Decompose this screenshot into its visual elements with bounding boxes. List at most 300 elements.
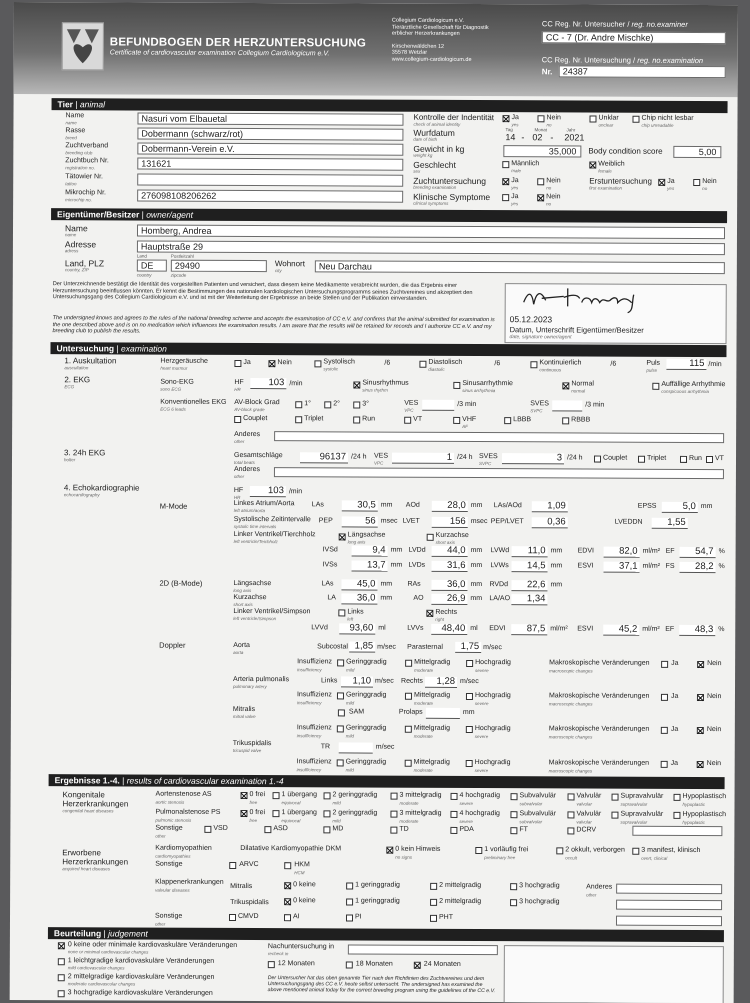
owner-signature xyxy=(506,284,726,315)
couplet-checkbox[interactable] xyxy=(234,416,241,423)
female-checkbox[interactable] xyxy=(589,162,596,169)
acq-no_hint-sub: no signs xyxy=(395,854,413,860)
res-as-supravalv-sub: supravalvular xyxy=(620,801,648,807)
murmur-yes-checkbox[interactable] xyxy=(234,360,241,367)
pulm-macro-yes-checkbox[interactable] xyxy=(661,694,668,701)
acq-hkm-checkbox[interactable] xyxy=(284,862,291,869)
breeding-yes-label: Ja yes xyxy=(511,177,519,191)
pulse-value[interactable]: 115 xyxy=(666,359,706,370)
b-edvi-value[interactable]: 87,5 xyxy=(511,624,547,635)
res-as-ueb-checkbox[interactable] xyxy=(273,792,280,799)
tricus-macro-yes-checkbox[interactable] xyxy=(661,761,668,768)
res-vsd-checkbox[interactable] xyxy=(204,826,211,833)
mitral-macro-no-label: Nein xyxy=(706,726,722,734)
signature-box[interactable] xyxy=(505,283,727,344)
acq-cardiomyo-sub: cardiomyopathies xyxy=(155,853,191,859)
club-field[interactable]: Dobermann-Verein e.V. xyxy=(137,143,403,156)
arrhythmia-checkbox[interactable] xyxy=(652,383,659,390)
first-no-label: Nein no xyxy=(702,178,717,192)
registration-field[interactable]: 131621 xyxy=(137,158,403,171)
res-ps-mg-sub: moderate xyxy=(399,818,419,824)
b-ao-value[interactable]: 26,9 xyxy=(431,594,467,605)
av2-checkbox[interactable] xyxy=(324,401,331,408)
vt-label: VT xyxy=(413,415,423,423)
simpson-label: Linker Ventrikel/Simpson left ventricle/Simpson xyxy=(233,607,311,622)
aorta-macro-no-checkbox[interactable] xyxy=(697,661,704,668)
res-ps-gg-checkbox[interactable] xyxy=(323,810,330,817)
reg-examiner-field[interactable]: CC - 7 (Dr. Andre Mischke) xyxy=(542,31,726,44)
acq-anderes-field-3[interactable] xyxy=(616,916,722,926)
pulm-insuff-sub: insufficiency xyxy=(296,700,322,706)
acq-mitralis-r_gg-checkbox[interactable] xyxy=(346,882,353,889)
tattoo-field[interactable] xyxy=(137,174,403,187)
m-edvi-value[interactable]: 82,0 xyxy=(604,547,640,558)
nr-label: Nr. xyxy=(541,67,553,77)
pulm-mild-checkbox[interactable] xyxy=(337,692,344,699)
acq-prelim-checkbox[interactable] xyxy=(475,847,482,854)
acq-tricus-r_hg-checkbox[interactable] xyxy=(510,899,517,906)
org-address: Collegium Cardiologicum e.V. Tierärztliche Gesellschaft für Diagnostik erblicher Herzerkrankungen Kirschenwäldchen 12 35578 Wetzlar www.collegium-cardiologicum.de xyxy=(391,17,489,63)
m-lvet-unit: msec xyxy=(470,517,488,526)
m-pep-value[interactable]: 56 xyxy=(342,516,378,527)
acq-tricus-r_mg-checkbox[interactable] xyxy=(430,899,437,906)
mitral-moderate-checkbox[interactable] xyxy=(405,726,412,733)
tricus-mild-checkbox[interactable] xyxy=(337,759,344,766)
m-ivsd-value[interactable]: 9,4 xyxy=(352,545,388,556)
res-ps-supravalv-label: Supravalvulär xyxy=(620,810,664,818)
b-laao-value[interactable]: 1,34 xyxy=(511,594,547,605)
murmur-no-checkbox[interactable] xyxy=(268,360,275,367)
acq-prelim-label: 1 vorläufig frei xyxy=(484,846,529,854)
acq-tricus-r_gg-label: 1 geringgradig xyxy=(355,897,400,905)
judgement-3-label: 3 hochgradige kardiovaskuläre Veränderungen xyxy=(67,989,213,997)
res-as-supravalv-label: Supravalvulär xyxy=(620,792,664,800)
vhf-checkbox[interactable] xyxy=(453,417,460,424)
judgement-3-checkbox[interactable] xyxy=(58,990,65,997)
m-epss-value[interactable]: 5,0 xyxy=(662,502,698,513)
identity-yes-checkbox[interactable] xyxy=(502,115,509,122)
simpson-left-checkbox[interactable] xyxy=(338,609,345,616)
res-ps-subvalv-checkbox[interactable] xyxy=(510,811,517,818)
unclear-checkbox[interactable] xyxy=(589,116,596,123)
ekg-other-label: Anderes other xyxy=(234,430,261,445)
form-title: BEFUNDBOGEN DER HERZUNTERSUCHUNG xyxy=(109,36,367,50)
followup-18-label: 18 Monaten xyxy=(355,960,393,968)
b-lvvd-value[interactable]: 93,60 xyxy=(339,623,375,634)
res-td-checkbox[interactable] xyxy=(390,827,397,834)
acq-tricus-keine-checkbox[interactable] xyxy=(284,898,291,905)
followup-18-checkbox[interactable] xyxy=(346,961,353,968)
breeding-no-checkbox[interactable] xyxy=(537,178,544,185)
m-lvwd-unit: mm xyxy=(550,547,563,555)
rbbb-checkbox[interactable] xyxy=(562,417,569,424)
followup-field[interactable] xyxy=(348,944,498,955)
parasternal-unit: m/sec xyxy=(483,644,502,652)
holter-other-field[interactable] xyxy=(274,467,724,479)
run-checkbox[interactable] xyxy=(353,416,360,423)
symptoms-no-label: Nein no xyxy=(546,193,561,207)
dob-day-caption: Tag xyxy=(505,127,513,133)
acq-arvc-label: ARVC xyxy=(239,860,259,869)
judgement-2-checkbox[interactable] xyxy=(58,974,65,981)
aorta-moderate-label: Mittelgradig xyxy=(414,658,451,666)
holter-ves-value[interactable]: 1 xyxy=(392,453,454,464)
res-md-checkbox[interactable] xyxy=(323,826,330,833)
followup-label: Nachuntersuchung in recheck in xyxy=(267,943,335,957)
m-lvds-label: LVDs xyxy=(408,561,426,569)
acq-anderes-label: Anderes xyxy=(586,883,613,891)
chip-unreadable-checkbox[interactable] xyxy=(632,116,639,123)
ves-unit: /3 min xyxy=(457,400,477,409)
pulm-macro-no-checkbox[interactable] xyxy=(697,694,704,701)
acq-ai-checkbox[interactable] xyxy=(284,914,291,921)
microchip-field[interactable]: 276098108206262 xyxy=(137,190,403,203)
acq-mitralis-keine-checkbox[interactable] xyxy=(284,882,291,889)
identity-no-checkbox[interactable] xyxy=(537,115,544,122)
b-laao-label: LA/AO xyxy=(489,595,511,603)
prolaps-label: Prolaps xyxy=(398,708,423,716)
simpson-left-label: Links left xyxy=(347,608,364,622)
acq-manifest-label: 3 manifest, klinisch xyxy=(641,846,701,855)
sinusarr-checkbox[interactable] xyxy=(453,382,460,389)
m-ivsd-label: IVSd xyxy=(322,546,338,554)
holter-title: 3. 24h EKG holter xyxy=(63,448,106,463)
total-beats-label: Gesamtschläge total beats xyxy=(233,451,283,466)
m-pep-label: PEP xyxy=(318,517,333,525)
acq-cmvd-checkbox[interactable] xyxy=(229,914,236,921)
judgement-2-label: 2 mittelgradige kardiovaskuläre Veränderungen moderate cardiovascular changes xyxy=(67,973,215,987)
holter-ves-label: VES VPC xyxy=(373,452,389,466)
m-lvet-value[interactable]: 156 xyxy=(432,517,468,528)
tricus-macro-no-label: Nein xyxy=(706,760,722,768)
weight-field[interactable]: 35,000 xyxy=(503,145,581,157)
acq-ai-label: AI xyxy=(292,913,300,921)
m-lvedn-value[interactable]: 1,55 xyxy=(652,518,688,529)
acq-mitralis-r_hg-checkbox[interactable] xyxy=(510,883,517,890)
m-lvws-value[interactable]: 14,5 xyxy=(512,561,548,572)
res-pda-checkbox[interactable] xyxy=(450,827,457,834)
m-fs-value[interactable]: 28,2 xyxy=(680,562,716,573)
acq-pht-checkbox[interactable] xyxy=(430,915,437,922)
res-other-field[interactable] xyxy=(632,826,722,836)
aorta-severe-checkbox[interactable] xyxy=(466,660,473,667)
holter-couplet-checkbox[interactable] xyxy=(594,456,601,463)
m-lvds-value[interactable]: 31,6 xyxy=(432,561,468,572)
res-ps-gg-sub: mild xyxy=(332,818,341,824)
pulm-right-value[interactable]: 1,28 xyxy=(425,677,457,688)
holter-vt-checkbox[interactable] xyxy=(706,456,713,463)
dob-year[interactable]: 2021 xyxy=(564,132,585,143)
res-ps-valv-sub: valvular xyxy=(576,819,592,825)
m-esvi-value[interactable]: 37,1 xyxy=(604,562,640,573)
res-ps-ueb-checkbox[interactable] xyxy=(272,810,279,817)
res-as-mg-checkbox[interactable] xyxy=(391,793,398,800)
followup-12-checkbox[interactable] xyxy=(268,961,275,968)
mitral-mild-sub: mild xyxy=(345,733,355,739)
acq-manifest-checkbox[interactable] xyxy=(632,848,639,855)
mitral-macro-yes-checkbox[interactable] xyxy=(661,727,668,734)
zip-field[interactable]: 29490 xyxy=(171,260,267,272)
res-dcrv-checkbox[interactable] xyxy=(567,827,574,834)
acq-anderes-field-1[interactable] xyxy=(616,884,722,894)
congenital-label: Kongenitale Herzerkrankungen congenital heart diseases xyxy=(62,790,129,814)
dob-year-caption: Jahr xyxy=(566,127,576,133)
m-aod-value[interactable]: 28,0 xyxy=(432,501,468,512)
shortaxis-checkbox[interactable] xyxy=(427,534,434,541)
b-ef-value[interactable]: 48,3 xyxy=(679,625,715,636)
prolaps-unit: mm xyxy=(462,708,475,717)
lbbb-label: LBBB xyxy=(513,416,532,424)
res-ps-hg-checkbox[interactable] xyxy=(450,811,457,818)
holter-other-label: Anderes other xyxy=(233,465,261,480)
res-ps-supravalv-checkbox[interactable] xyxy=(611,812,618,819)
m-peplvet-value[interactable]: 0,36 xyxy=(532,517,568,528)
echo-hf-value[interactable]: 103 xyxy=(250,486,286,497)
res-ps-subvalv-sub: subvalvular xyxy=(519,819,543,825)
m-ivss-unit: mm xyxy=(390,561,403,569)
av1-label: 1° xyxy=(304,400,311,408)
male-label: Männlich male xyxy=(511,160,540,174)
bcs-label: Body condition score xyxy=(588,146,663,156)
judgement-0-checkbox[interactable] xyxy=(58,942,65,949)
m-lvdd-value[interactable]: 44,0 xyxy=(432,546,468,557)
total-beats-value[interactable]: 96137 xyxy=(300,452,348,463)
m-epss-unit: mm xyxy=(700,503,713,511)
country-field[interactable]: DE xyxy=(137,260,167,272)
m-lvwd-value[interactable]: 11,0 xyxy=(512,546,548,557)
subcostal-value[interactable]: 1,85 xyxy=(349,641,375,652)
res-ps-frei-sub: free xyxy=(249,818,258,824)
m-ef-value[interactable]: 54,7 xyxy=(680,547,716,558)
acq-tricus-keine-label: 0 keine xyxy=(293,897,316,905)
res-as-frei-checkbox[interactable] xyxy=(241,792,248,799)
address-field[interactable]: Hauptstraße 29 xyxy=(137,241,725,256)
female-label: Weiblich female xyxy=(598,160,625,174)
b-las-value[interactable]: 45,0 xyxy=(341,579,377,590)
triplet-checkbox[interactable] xyxy=(295,416,302,423)
res-as-supravalv-checkbox[interactable] xyxy=(612,794,619,801)
aorta-moderate-checkbox[interactable] xyxy=(405,660,412,667)
res-ft-label: FT xyxy=(519,826,528,834)
b-esvi-value[interactable]: 45,2 xyxy=(603,625,639,636)
m-aod-unit: mm xyxy=(470,501,483,510)
acq-arvc-checkbox[interactable] xyxy=(229,862,236,869)
pulm-mild-label: Geringgradig xyxy=(345,691,387,699)
holter-triplet-checkbox[interactable] xyxy=(638,456,645,463)
acq-no_hint-checkbox[interactable] xyxy=(386,847,393,854)
nr-field[interactable]: 24387 xyxy=(559,65,726,78)
normal-checkbox[interactable] xyxy=(562,382,569,389)
vhf-label: VHF AF xyxy=(462,415,477,429)
res-ps-sub: pulmonic stenosis xyxy=(155,817,192,823)
b-esvi-label: ESVI xyxy=(577,625,594,633)
breeding-yes-checkbox[interactable] xyxy=(502,178,509,185)
m-ivsd-unit: mm xyxy=(390,546,403,554)
conv-ekg-label: Konventionelles EKG ECG 6 leads xyxy=(160,398,227,412)
b-ras-unit: mm xyxy=(470,580,483,589)
tricus-macro-no-checkbox[interactable] xyxy=(697,761,704,768)
followup-24-checkbox[interactable] xyxy=(414,962,421,969)
acq-mitralis-r_mg-checkbox[interactable] xyxy=(430,883,437,890)
res-as-gg-label: 2 geringgradig xyxy=(332,791,378,799)
acq-pi-checkbox[interactable] xyxy=(346,914,353,921)
tricus-label: Trikuspidalis tricuspid valve xyxy=(232,739,272,754)
b-la-value[interactable]: 36,0 xyxy=(341,593,377,604)
b-rvdd-value[interactable]: 22,6 xyxy=(511,580,547,591)
res-as-hg-checkbox[interactable] xyxy=(451,793,458,800)
acq-valvular-sub: valvular diseases xyxy=(155,887,190,893)
sinus-label: Sinusrhythmus sinus rhythm xyxy=(362,379,409,393)
m-edvi-label: EDVI xyxy=(577,547,594,555)
aorta-macro-label: Makroskopische Veränderungen xyxy=(549,659,650,667)
tricus-mild-label: Geringgradig xyxy=(345,758,387,766)
prolaps-field[interactable] xyxy=(426,708,460,719)
av3-checkbox[interactable] xyxy=(353,401,360,408)
av-block-label: AV-Block Grad AV-block grade xyxy=(234,398,280,413)
aorta-macro-yes-label: Ja xyxy=(671,659,679,667)
pulm-left-value[interactable]: 1,10 xyxy=(341,676,373,687)
b-la-unit: mm xyxy=(380,594,393,602)
m-las-value[interactable]: 30,5 xyxy=(342,500,378,511)
acq-tricus-r_gg-checkbox[interactable] xyxy=(346,898,353,905)
symptoms-yes-label: Ja yes xyxy=(511,193,519,207)
res-asd-checkbox[interactable] xyxy=(264,826,271,833)
m-lvwd-label: LVWd xyxy=(490,547,510,555)
holter-sves-label: SVES SVPC xyxy=(478,453,498,467)
chip-unreadable-label: Chip nicht lesbar chip unreadable xyxy=(641,114,694,128)
b-ao-unit: mm xyxy=(470,594,483,603)
m-pep-unit: msec xyxy=(380,517,398,525)
pulm-macro-no-label: Nein xyxy=(706,693,722,701)
m-fs-label: FS xyxy=(665,562,675,570)
bcs-field[interactable]: 5,00 xyxy=(673,146,721,158)
symptoms-no-checkbox[interactable] xyxy=(537,194,544,201)
lbbb-checkbox[interactable] xyxy=(504,417,511,424)
res-ps-hg-label: 4 hochgradig xyxy=(459,809,500,818)
breed-field[interactable]: Dobermann (schwarz/rot) xyxy=(137,128,403,141)
res-as-frei-sub: free xyxy=(249,800,258,806)
owner-name-field[interactable]: Homberg, Andrea xyxy=(137,225,725,240)
male-checkbox[interactable] xyxy=(502,161,509,168)
b-lvvs-value[interactable]: 48,40 xyxy=(431,624,467,635)
symptoms-yes-checkbox[interactable] xyxy=(502,194,509,201)
aorta-moderate-sub: moderate xyxy=(414,667,434,673)
simpson-right-checkbox[interactable] xyxy=(426,610,433,617)
sinus-checkbox[interactable] xyxy=(353,381,360,388)
animal-name-field[interactable]: Nasuri vom Elbauetal xyxy=(137,113,403,126)
sves-field[interactable] xyxy=(552,400,582,411)
res-as-valv-label: Valvulär xyxy=(576,792,602,800)
band-animal: Tier | animal xyxy=(52,98,728,113)
res-ps-valv-label: Valvulär xyxy=(576,810,602,818)
res-as-valv-checkbox[interactable] xyxy=(568,793,575,800)
acq-anderes-field-2[interactable] xyxy=(616,900,722,910)
tr-unit: m/sec xyxy=(375,743,395,751)
res-ps-frei-checkbox[interactable] xyxy=(240,810,247,817)
dob-month[interactable]: 02 xyxy=(532,132,543,143)
band-judgement: Beurteilung | judgement xyxy=(48,927,724,942)
diastolic-checkbox[interactable] xyxy=(419,361,426,368)
first-yes-label: Ja yes xyxy=(667,177,675,191)
mitral-macro-label: Makroskopische Veränderungen xyxy=(548,725,650,733)
city-field[interactable]: Neu Darchau xyxy=(315,260,725,274)
pulm-severe-checkbox[interactable] xyxy=(466,693,473,700)
first-exam-label: Erstuntersuchung first examination xyxy=(589,176,652,191)
longaxis-checkbox[interactable] xyxy=(339,533,346,540)
ekg-other-field[interactable] xyxy=(274,431,724,443)
res-asd-label: ASD xyxy=(273,825,288,833)
judgement-1-checkbox[interactable] xyxy=(58,958,65,965)
tricus-moderate-checkbox[interactable] xyxy=(405,760,412,767)
vt-checkbox[interactable] xyxy=(404,417,411,424)
res-ps-valv-checkbox[interactable] xyxy=(567,811,574,818)
acq-occult-checkbox[interactable] xyxy=(556,847,563,854)
pulm-left-label: Links xyxy=(321,677,338,685)
holter-sves-value[interactable]: 3 xyxy=(502,453,564,464)
b-lvvs-unit: ml xyxy=(470,624,478,633)
couplet-label: Couplet xyxy=(243,415,268,423)
ves-field[interactable] xyxy=(422,400,454,411)
res-ps-supravalv-sub: supravalvular xyxy=(620,819,648,825)
sam-checkbox[interactable] xyxy=(338,709,345,716)
m-laao-value[interactable]: 1,09 xyxy=(532,501,568,512)
res-ps-ueb-label: 1 übergang xyxy=(281,809,317,817)
res-as-hypo-checkbox[interactable] xyxy=(674,794,681,801)
holter-run-checkbox[interactable] xyxy=(680,456,687,463)
tr-field[interactable] xyxy=(339,742,373,753)
mitral-severe-checkbox[interactable] xyxy=(466,726,473,733)
res-ps-mg-checkbox[interactable] xyxy=(390,811,397,818)
first-yes-checkbox[interactable] xyxy=(658,179,665,186)
m-ivss-label: IVSs xyxy=(322,561,338,569)
b-rvdd-label: RVDd xyxy=(489,581,509,589)
mitral-macro-no-checkbox[interactable] xyxy=(697,727,704,734)
dob-day[interactable]: 14 xyxy=(505,132,516,143)
b-lvvd-label: LVVd xyxy=(311,624,328,632)
mitral-moderate-label: Mittelgradig xyxy=(413,724,451,732)
first-no-checkbox[interactable] xyxy=(693,179,700,186)
aorta-mild-checkbox[interactable] xyxy=(337,659,344,666)
acq-mitralis-r_mg-label: 2 mittelgradig xyxy=(439,881,482,890)
res-ps-hypo-checkbox[interactable] xyxy=(673,812,680,819)
mitral-mild-checkbox[interactable] xyxy=(337,725,344,732)
systolic-checkbox[interactable] xyxy=(314,360,321,367)
auscult-title: 1. Auskultation auscultation xyxy=(64,356,117,371)
av1-checkbox[interactable] xyxy=(295,401,302,408)
holter-vt-label: VT xyxy=(714,455,724,463)
res-ft-checkbox[interactable] xyxy=(510,827,517,834)
pulm-moderate-checkbox[interactable] xyxy=(405,693,412,700)
acq-occult-sub: occult xyxy=(565,855,578,861)
res-as-hg-sub: severe xyxy=(459,800,474,807)
b-lvvs-label: LVVs xyxy=(407,624,424,632)
aorta-macro-yes-checkbox[interactable] xyxy=(661,661,668,668)
hf-value[interactable]: 103 xyxy=(250,378,286,389)
res-dcrv-label: DCRV xyxy=(576,826,597,834)
examiner-signature-box[interactable] xyxy=(504,945,724,1003)
continuous-checkbox[interactable] xyxy=(530,361,537,368)
m-ivss-value[interactable]: 13,7 xyxy=(352,560,388,571)
parasternal-value[interactable]: 1,75 xyxy=(455,642,481,653)
b-ras-value[interactable]: 36,0 xyxy=(431,580,467,591)
sves-unit: /3 min xyxy=(585,401,605,409)
tricus-severe-checkbox[interactable] xyxy=(466,760,473,767)
echo-title: 4. Echokardiographie echocardiography xyxy=(63,483,140,498)
res-as-subvalv-checkbox[interactable] xyxy=(511,793,518,800)
mitral-severe-sub: severe xyxy=(474,734,489,740)
aorta-insuff-sub: insufficiency xyxy=(297,667,322,673)
res-as-gg-checkbox[interactable] xyxy=(324,792,331,799)
